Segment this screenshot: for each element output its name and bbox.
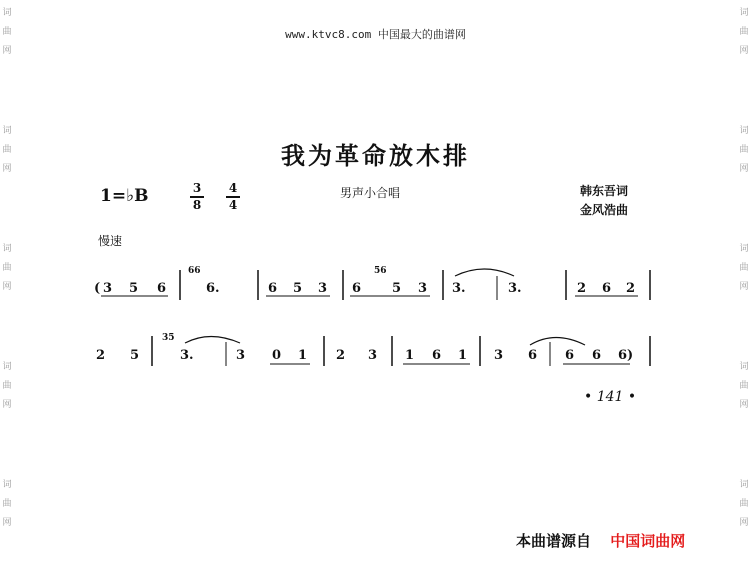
lyricist-credit: 韩东吾词 [580, 184, 629, 198]
note: 1 [458, 348, 468, 363]
note: 6 [352, 281, 362, 296]
watermark-char: 网 [2, 282, 12, 292]
site-line: www.ktvc8.com 中国最大的曲谱网 [285, 28, 466, 41]
note: 2 [577, 281, 587, 296]
tempo-marking: 慢速 [98, 234, 123, 248]
grace-note: 56 [374, 266, 387, 276]
watermark-char: 词 [739, 244, 749, 254]
watermark-char: 曲 [2, 263, 12, 273]
note: 6 [268, 281, 278, 296]
note: 5 [293, 281, 303, 296]
note: 2 [96, 348, 106, 363]
watermark-char: 曲 [739, 381, 749, 391]
note: 6 [528, 348, 538, 363]
note: 0 [272, 348, 282, 363]
watermark-char: 网 [2, 164, 12, 174]
key-signature: 1=♭B [100, 186, 149, 206]
note: 5 [130, 348, 140, 363]
tie [455, 269, 514, 276]
time-sig-1-den: 8 [192, 198, 202, 212]
watermark-char: 词 [2, 126, 12, 136]
watermark-char: 网 [739, 518, 749, 528]
time-sig-1-num: 3 [192, 181, 202, 195]
watermark-char: 网 [739, 46, 749, 56]
note: 3 [494, 348, 504, 363]
watermark-char: 曲 [739, 499, 749, 509]
watermark-char: 曲 [2, 145, 12, 155]
note: 6) [618, 348, 634, 363]
note: 6 [432, 348, 442, 363]
song-title: 我为革命放木排 [281, 142, 470, 170]
note: 5 [129, 281, 139, 296]
note: ( [94, 281, 101, 296]
note: 2 [626, 281, 636, 296]
watermark-char: 网 [2, 46, 12, 56]
note: 1 [405, 348, 415, 363]
watermark-char: 曲 [2, 27, 12, 37]
note: 1 [298, 348, 308, 363]
watermark-char: 网 [739, 400, 749, 410]
note: 3. [508, 281, 522, 296]
watermark-char: 词 [739, 8, 749, 18]
note: 3 [236, 348, 246, 363]
note: 3 [318, 281, 328, 296]
time-sig-2-den: 4 [228, 198, 238, 212]
note: 6 [592, 348, 602, 363]
tie [530, 338, 585, 346]
footer-brand-link[interactable]: 中国词曲网 [610, 532, 686, 550]
watermark-char: 曲 [739, 145, 749, 155]
watermark-char: 曲 [739, 27, 749, 37]
page-number: • 141 • [584, 389, 637, 405]
watermark-char: 词 [2, 362, 12, 372]
note: 3 [368, 348, 378, 363]
note: 6. [206, 281, 220, 296]
note: 6 [565, 348, 575, 363]
watermark-char: 词 [739, 362, 749, 372]
watermark-char: 网 [739, 164, 749, 174]
source-footer [516, 530, 685, 551]
watermark-char: 词 [739, 126, 749, 136]
grace-note: 35 [162, 333, 175, 343]
note: 5 [392, 281, 402, 296]
note: 3. [180, 348, 194, 363]
note: 2 [336, 348, 346, 363]
score-line-2 [96, 333, 650, 366]
score-line-1 [94, 266, 650, 300]
note: 3 [418, 281, 428, 296]
watermark-char: 网 [2, 400, 12, 410]
note: 6 [157, 281, 167, 296]
footer-prefix: 本曲谱源自 [516, 532, 592, 550]
watermark-char: 曲 [739, 263, 749, 273]
watermark-char: 曲 [2, 381, 12, 391]
grace-note: 66 [188, 266, 201, 276]
tie [185, 337, 240, 344]
watermark-char: 词 [2, 480, 12, 490]
watermark-char: 词 [2, 8, 12, 18]
composer-credit: 金风浩曲 [580, 203, 629, 217]
watermark-char: 网 [2, 518, 12, 528]
watermark-char: 曲 [2, 499, 12, 509]
song-subtitle: 男声小合唱 [340, 186, 401, 200]
note: 3 [103, 281, 113, 296]
watermark-char: 词 [739, 480, 749, 490]
watermark-char: 词 [2, 244, 12, 254]
note: 6 [602, 281, 612, 296]
note: 3. [452, 281, 466, 296]
time-sig-2-num: 4 [228, 181, 238, 195]
watermark-char: 网 [739, 282, 749, 292]
